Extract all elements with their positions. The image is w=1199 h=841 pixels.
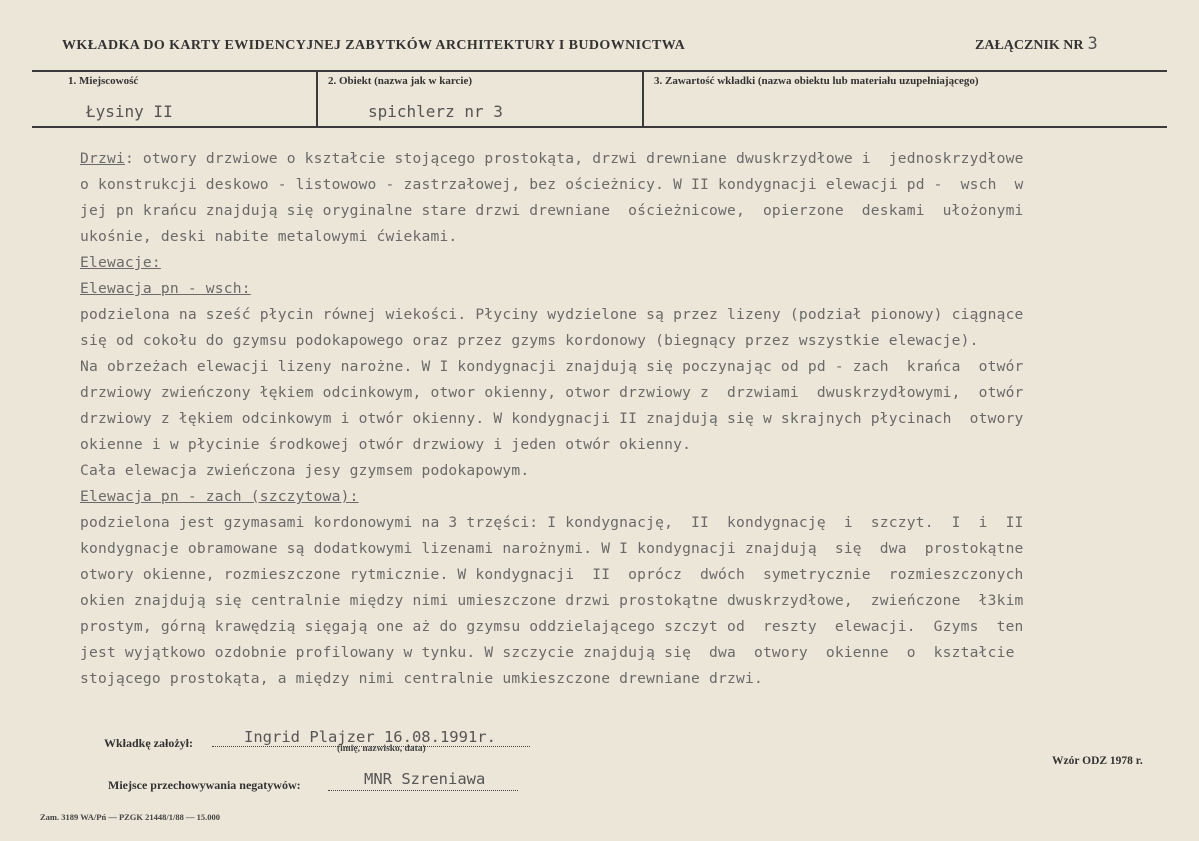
- form-title: WKŁADKA DO KARTY EWIDENCYJNEJ ZABYTKÓW ARCHITEKTURY I BUDOWNICTWA: [62, 38, 686, 53]
- elevation-ne-heading-text: Elewacja pn - wsch:: [80, 280, 251, 297]
- text-line: stojącego prostokąta, a między nimi centralnie umkieszczone drewniane drzwi.: [80, 670, 763, 687]
- annex-label: [975, 34, 1098, 54]
- locality-label: 1. Miejscowość: [68, 75, 139, 87]
- text-line: ukośnie, deski nabite metalowymi ćwiekami.: [80, 228, 458, 245]
- negatives-label: Miejsce przechowywania negatywów:: [108, 778, 301, 792]
- elevation-nw-heading: [80, 484, 1160, 510]
- header-table: [32, 70, 1167, 128]
- elevation-ne-heading: [80, 276, 1160, 302]
- text-line: okienne i w płycinie środkowej otwór drzwiowy i jeden otwór okienny.: [80, 436, 692, 453]
- locality-cell: [32, 72, 318, 126]
- elevation-nw-heading-text: Elewacja pn - zach (szczytowa):: [80, 488, 359, 505]
- elevations-heading-text: Elewacje:: [80, 254, 161, 271]
- negatives-value: MNR Szreniawa: [364, 770, 486, 788]
- text-line: otwory okienne, rozmieszczone rytmicznie. W kondygnacji II oprócz dwóch symetrycznie rozmieszczonych: [80, 566, 1024, 583]
- text-line: kondygnacje obramowane są dodatkowymi lizenami narożnymi. W I kondygnacji znajdują się dwa prostokątne: [80, 540, 1024, 557]
- text-line: drzwiowy z łękiem odcinkowym i otwór okienny. W kondygnacji II znajdują się w skrajnych płycinach otwory: [80, 410, 1024, 427]
- text-line: drzwiowy zwieńczony łękiem odcinkowym, otwor okienny, otwor drzwiowy z drzwiami dwuskrzydłowymi, otwór: [80, 384, 1024, 401]
- founder-label: Wkładkę założył:: [104, 736, 193, 750]
- text-line: okien znajdują się centralnie między nimi umieszczone drzwi prostokątne dwuskrzydłowe, zwieńczone ł3kim: [80, 592, 1024, 609]
- locality-value: Łysiny II: [86, 102, 173, 121]
- description-body: [80, 146, 1160, 692]
- text-line: podzielona jest gzymasami kordonowymi na 3 trzęści: I kondygnację, II kondygnację i szczyt. I i II: [80, 514, 1024, 531]
- elevations-heading: [80, 250, 1160, 276]
- text-line: Na obrzeżach elewacji lizeny narożne. W I kondygnacji znajdują się poczynając od pd - zach krańca otwór: [80, 358, 1024, 375]
- annex-label-text: ZAŁĄCZNIK NR: [975, 38, 1084, 53]
- contents-label: 3. Zawartość wkładki (nazwa obiektu lub materiału uzupełniającego): [654, 75, 979, 87]
- doors-heading: Drzwi: [80, 150, 125, 167]
- object-value: spichlerz nr 3: [368, 102, 503, 121]
- object-label: 2. Obiekt (nazwa jak w karcie): [328, 75, 473, 87]
- doors-text: : otwory drzwiowe o kształcie stojącego prostokąta, drzwi drewniane dwuskrzydłowe i jednoskrzydłowe: [124, 150, 1024, 167]
- founder-hint: (imię, nazwisko, data): [337, 744, 426, 754]
- contents-cell: [644, 72, 1167, 126]
- annex-number: 3: [1087, 34, 1098, 54]
- text-line: prostym, górną krawędzią sięgają one aż do gzymsu oddzielającego szczyt od reszty elewacji. Gzyms ten: [80, 618, 1024, 635]
- model-label: Wzór ODZ 1978 r.: [1052, 755, 1143, 767]
- text-line: jest wyjątkowo ozdobnie profilowany w tynku. W szczycie znajdują się dwa otwory okienne o kształcie: [80, 644, 1015, 661]
- text-line: [80, 146, 1160, 172]
- object-cell: [318, 72, 644, 126]
- text-line: Cała elewacja zwieńczona jesy gzymsem podokapowym.: [80, 462, 530, 479]
- text-line: się od cokołu do gzymsu podokapowego oraz przez gzyms kordonowy (biegnący przez wszystkie elewacje).: [80, 332, 979, 349]
- founder-value: Ingrid Plajzer 16.08.1991r.: [244, 728, 496, 746]
- form-code: Zam. 3189 WA/Pń — PZGK 21448/1/88 — 15.000: [40, 812, 221, 822]
- text-line: podzielona na sześć płycin równej wiekości. Płyciny wydzielone są przez lizeny (podział pionowy) ciągnące: [80, 306, 1024, 323]
- text-line: jej pn krańcu znajdują się oryginalne stare drzwi drewniane ościeżnicowe, opierzone deskami ułożonymi: [80, 202, 1024, 219]
- text-line: o konstrukcji deskowo - listowowo - zastrzałowej, bez ościeżnicy. W II kondygnacji elewacji pd - wsch w: [80, 176, 1024, 193]
